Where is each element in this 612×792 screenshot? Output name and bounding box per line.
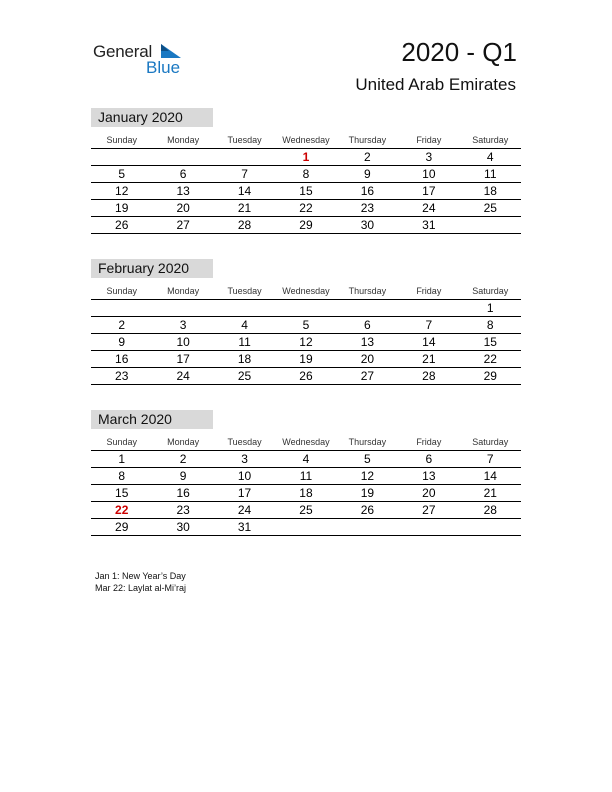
day-cell: 4 [460,149,521,166]
day-cell: 27 [398,502,459,519]
day-cell: 9 [152,468,213,485]
week-row [91,519,521,536]
day-cell: 29 [91,519,152,536]
day-cell: 30 [152,519,213,536]
week-row [91,183,521,200]
weekday-label: Tuesday [227,134,262,145]
day-cell: 6 [152,166,213,183]
day-cell: 20 [152,200,213,217]
day-cell: 23 [152,502,213,519]
week-row [91,217,521,234]
day-cell [214,149,275,166]
day-cell: 24 [152,368,213,385]
day-cell: 20 [337,351,398,368]
day-cell: 3 [152,317,213,334]
day-cell: 5 [337,451,398,468]
day-cell: 12 [337,468,398,485]
month-block-january [91,108,521,234]
day-cell: 5 [275,317,336,334]
day-cell: 25 [214,368,275,385]
day-cell: 26 [91,217,152,234]
week-row [91,300,521,317]
holiday-notes [95,570,186,594]
day-cell: 11 [460,166,521,183]
weekday-label: Tuesday [227,285,262,296]
weekday-label: Sunday [106,436,137,447]
day-cell: 16 [91,351,152,368]
day-cell: 13 [337,334,398,351]
weekday-label: Monday [167,134,200,145]
day-cell: 19 [337,485,398,502]
week-row [91,368,521,385]
day-cell: 13 [398,468,459,485]
day-cell: 23 [91,368,152,385]
day-cell: 17 [398,183,459,200]
day-cell [337,300,398,317]
day-cell: 5 [91,166,152,183]
day-cell: 31 [398,217,459,234]
day-cell: 8 [91,468,152,485]
day-cell: 2 [152,451,213,468]
week-row [91,334,521,351]
day-cell: 4 [275,451,336,468]
day-cell: 9 [337,166,398,183]
day-cell: 25 [460,200,521,217]
day-cell: 3 [398,149,459,166]
day-cell [460,217,521,234]
day-cell: 28 [398,368,459,385]
week-row [91,451,521,468]
month-title: March 2020 [91,410,213,429]
day-cell: 10 [152,334,213,351]
week-row [91,166,521,183]
weekday-label: Wednesday [282,285,330,296]
day-cell: 7 [398,317,459,334]
day-cell: 16 [152,485,213,502]
day-cell [152,300,213,317]
day-cell: 29 [460,368,521,385]
day-cell: 17 [214,485,275,502]
weekday-label: Friday [416,285,442,296]
day-cell: 8 [460,317,521,334]
logo-text-blue: Blue [146,58,181,77]
day-cell: 14 [460,468,521,485]
day-cell: 30 [337,217,398,234]
month-block-february [91,259,521,385]
day-cell [152,149,213,166]
day-cell: 10 [398,166,459,183]
day-cell: 19 [275,351,336,368]
week-row [91,468,521,485]
day-cell: 15 [460,334,521,351]
day-cell: 17 [152,351,213,368]
day-cell: 10 [214,468,275,485]
day-cell: 3 [214,451,275,468]
weekday-header-row [91,433,521,451]
day-cell: 27 [337,368,398,385]
day-cell: 21 [398,351,459,368]
calendar-table [91,433,521,536]
day-cell [337,519,398,536]
day-cell: 28 [460,502,521,519]
day-cell: 19 [91,200,152,217]
day-cell: 11 [275,468,336,485]
month-title: January 2020 [91,108,213,127]
weekday-label: Friday [416,436,442,447]
day-cell: 6 [398,451,459,468]
calendar-table [91,131,521,234]
week-row [91,317,521,334]
weekday-label: Tuesday [227,436,262,447]
day-cell: 26 [275,368,336,385]
day-cell: 21 [214,200,275,217]
weekday-label: Wednesday [282,436,330,447]
day-cell: 7 [460,451,521,468]
day-cell: 26 [337,502,398,519]
day-cell: 18 [460,183,521,200]
day-cell: 24 [398,200,459,217]
day-cell: 7 [214,166,275,183]
day-cell: 31 [214,519,275,536]
weekday-label: Sunday [106,134,137,145]
week-row [91,502,521,519]
day-cell: 21 [460,485,521,502]
day-cell: 18 [275,485,336,502]
holiday-note: Mar 22: Laylat al-Mi’raj [95,583,187,593]
day-cell: 15 [275,183,336,200]
weekday-label: Saturday [472,436,509,447]
day-cell: 11 [214,334,275,351]
day-cell: 13 [152,183,213,200]
day-cell [398,519,459,536]
day-cell: 22 [91,502,152,519]
day-cell: 1 [460,300,521,317]
weekday-label: Thursday [348,285,387,296]
brand-logo [93,42,203,82]
day-cell: 24 [214,502,275,519]
weekday-label: Monday [167,436,200,447]
day-cell: 16 [337,183,398,200]
logo-flag-icon [161,44,181,58]
day-cell: 28 [214,217,275,234]
weekday-label: Saturday [472,285,509,296]
day-cell: 27 [152,217,213,234]
day-cell: 22 [275,200,336,217]
day-cell: 14 [398,334,459,351]
day-cell [214,300,275,317]
day-cell: 4 [214,317,275,334]
day-cell [91,149,152,166]
country-name: United Arab Emirates [355,75,516,94]
weekday-label: Thursday [348,436,387,447]
day-cell: 2 [337,149,398,166]
weekday-label: Friday [416,134,442,145]
day-cell: 12 [91,183,152,200]
day-cell: 29 [275,217,336,234]
day-cell: 8 [275,166,336,183]
month-block-march [91,410,521,536]
day-cell: 15 [91,485,152,502]
day-cell: 14 [214,183,275,200]
day-cell: 25 [275,502,336,519]
holiday-note: Jan 1: New Year’s Day [95,571,186,581]
day-cell [275,519,336,536]
day-cell: 1 [91,451,152,468]
weekday-label: Thursday [348,134,387,145]
logo-text-general: General [93,42,153,61]
page-title: 2020 - Q1 [401,37,517,67]
day-cell: 1 [275,149,336,166]
day-cell [91,300,152,317]
week-row [91,351,521,368]
day-cell: 23 [337,200,398,217]
day-cell: 22 [460,351,521,368]
weekday-label: Monday [167,285,200,296]
day-cell [275,300,336,317]
day-cell: 9 [91,334,152,351]
month-title: February 2020 [91,259,213,278]
day-cell [398,300,459,317]
week-row [91,485,521,502]
week-row [91,200,521,217]
weekday-label: Wednesday [282,134,330,145]
day-cell: 12 [275,334,336,351]
day-cell: 20 [398,485,459,502]
day-cell [460,519,521,536]
weekday-label: Sunday [106,285,137,296]
day-cell: 6 [337,317,398,334]
weekday-header-row [91,131,521,149]
calendar-table [91,282,521,385]
weekday-header-row [91,282,521,300]
day-cell: 2 [91,317,152,334]
day-cell: 18 [214,351,275,368]
weekday-label: Saturday [472,134,509,145]
week-row [91,149,521,166]
